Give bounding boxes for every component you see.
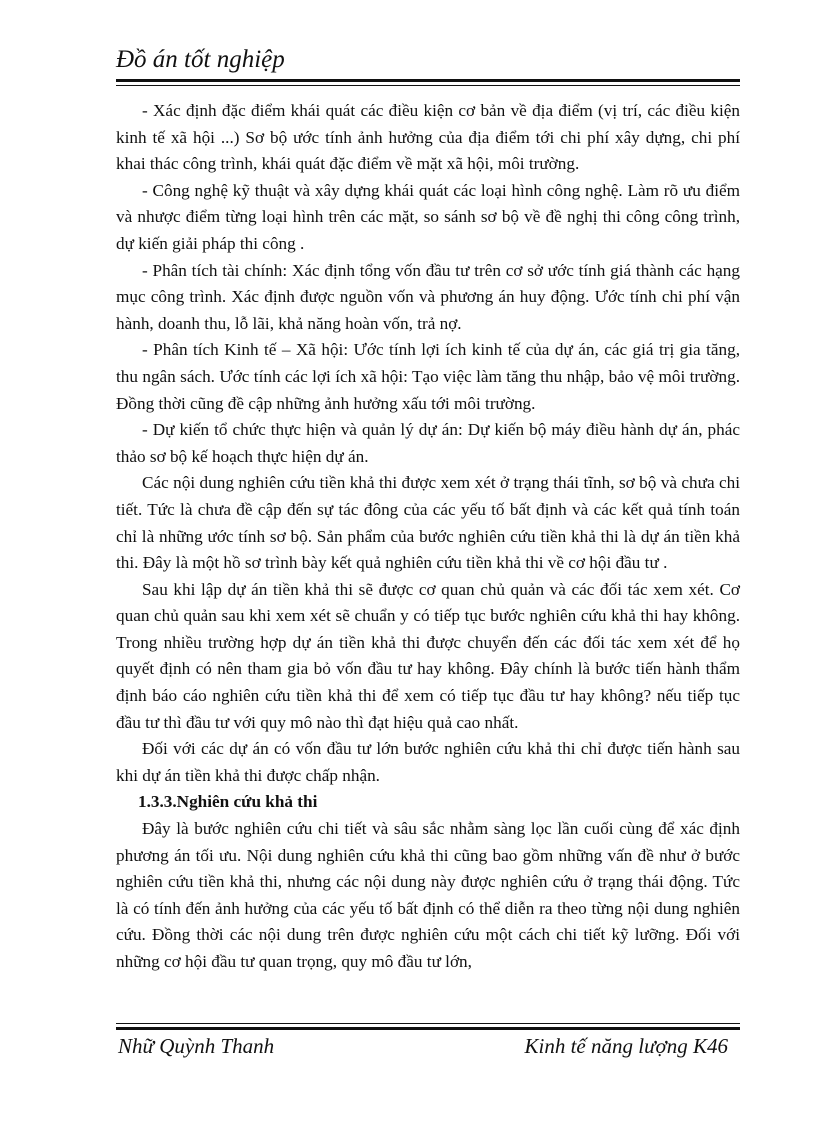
paragraph: Đây là bước nghiên cứu chi tiết và sâu sắc nhằm sàng lọc lần cuối cùng để xác định phương án tối ưu. Nội dung nghiên cứu khả thi cũng bao gồm những vấn đề như ở bước nghiên cứu tiền khả thi, nhưng các nội dung này được nghiên cứu ở trạng thái động. Tức là có tính đến ảnh hưởng của các yếu tố bất định có thể diễn ra theo từng nội dung nghiên cứu. Đồng thời các nội dung trên được nghiên cứu một cách chi tiết kỹ lưỡng. Đối với những cơ hội đầu tư quan trọng, quy mô đầu tư lớn,: [116, 819, 740, 971]
paragraph: Sau khi lập dự án tiền khả thi sẽ được cơ quan chủ quản và các đối tác xem xét. Cơ quan chủ quản sau khi xem xét sẽ chuẩn y có tiếp tục bước nghiên cứu khả thi hay không. Trong nhiều trường hợp dự án tiền khả thi được chuyển đến các đối tác xem xét để họ quyết định có nên tham gia bỏ vốn đầu tư hay không. Đây chính là bước tiến hành thẩm định báo cáo nghiên cứu tiền khả thi để xem có tiếp tục đầu tư hay không? nếu tiếp tục đầu tư thì đầu tư với quy mô nào thì đạt hiệu quả cao nhất.: [116, 579, 740, 732]
footer-rule-thin: [116, 1023, 740, 1024]
header-rule-thick: [116, 79, 740, 82]
paragraph: - Xác định đặc điểm khái quát các điều kiện cơ bản về địa điểm (vị trí, các điều kiện kinh tế xã hội ...) Sơ bộ ước tính ảnh hưởng của địa điểm tới chi phí xây dựng, chi phí khai thác công trình, khái quát đặc điểm về mặt xã hội, môi trường.: [116, 101, 740, 174]
page-header-title: Đồ án tốt nghiệp: [116, 46, 285, 73]
section-heading: 1.3.3.Nghiên cứu khả thi: [138, 792, 318, 812]
paragraph: Đối với các dự án có vốn đầu tư lớn bước nghiên cứu khả thi chỉ được tiến hành sau khi dự án tiền khả thi được chấp nhận.: [116, 739, 740, 785]
paragraph: Các nội dung nghiên cứu tiền khả thi được xem xét ở trạng thái tĩnh, sơ bộ và chưa chi tiết. Tức là chưa đề cập đến sự tác đông của các yếu tố bất định và các kết quả tính toán chỉ là những ước tính sơ bộ. Sản phẩm của bước nghiên cứu tiền khả thi là dự án tiền khả thi. Đây là một hồ sơ trình bày kết quả nghiên cứu tiền khả thi về cơ hội đầu tư .: [116, 473, 740, 573]
paragraph: - Phân tích Kinh tế – Xã hội: Ước tính lợi ích kinh tế của dự án, các giá trị gia tăng, thu ngân sách. Ước tính các lợi ích xã hội: Tạo việc làm tăng thu nhập, bảo vệ môi trường. Đồng thời cũng đề cập những ảnh hưởng xấu tới môi trường.: [116, 340, 740, 413]
paragraph: - Dự kiến tổ chức thực hiện và quản lý dự án: Dự kiến bộ máy điều hành dự án, phác thảo sơ bộ kế hoạch thực hiện dự án.: [116, 420, 740, 466]
footer-rule-thick: [116, 1027, 740, 1030]
paragraph: - Phân tích tài chính: Xác định tổng vốn đầu tư trên cơ sở ước tính giá thành các hạng mục công trình. Xác định được nguồn vốn và phương án huy động. Ước tính chi phí vận hành, doanh thu, lỗ lãi, khả năng hoàn vốn, trả nợ.: [116, 260, 740, 333]
paragraph: - Công nghệ kỹ thuật và xây dựng khái quát các loại hình công nghệ. Làm rõ ưu điểm và nhược điểm từng loại hình trên các mặt, so sánh sơ bộ về đề nghị thi công công trình, dự kiến giải pháp thi công .: [116, 180, 740, 253]
document-body: [116, 98, 740, 976]
footer-program: Kinh tế năng lượng K46: [524, 1034, 728, 1058]
header-rule-thin: [116, 85, 740, 86]
footer-author: Nhữ Quỳnh Thanh: [118, 1034, 275, 1058]
